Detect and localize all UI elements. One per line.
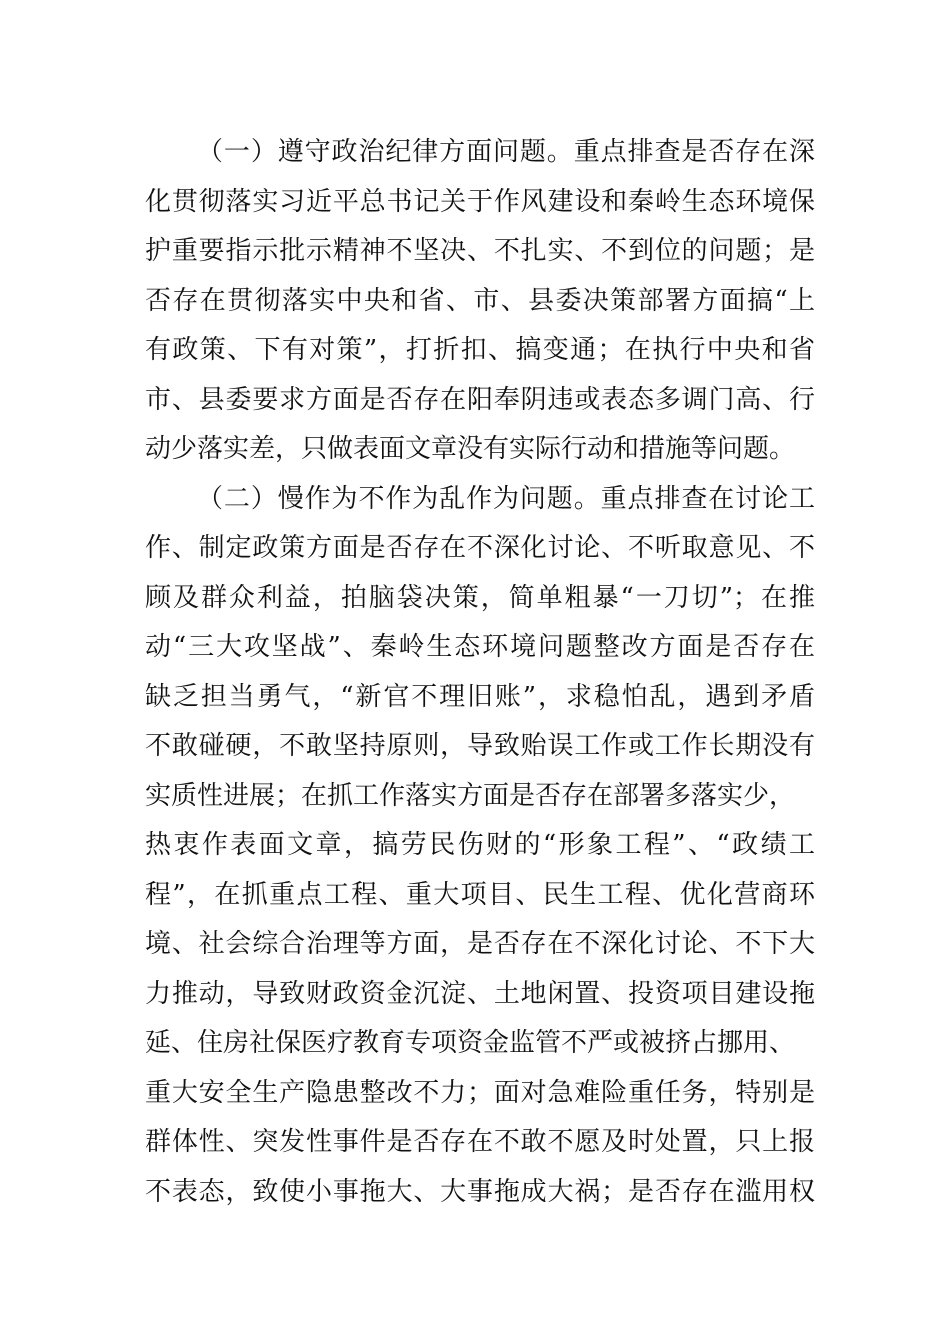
paragraph-line: 群体性、突发性事件是否存在不敢不愿及时处置，只上报	[145, 1127, 815, 1157]
paragraph-line: 实质性进展；在抓工作落实方面是否存在部署多落实少，	[145, 780, 796, 811]
paragraph-line: 顾及群众利益，拍脑袋决策，简单粗暴“一刀切”；在推	[145, 582, 815, 613]
paragraph-line: 作、制定政策方面是否存在不深化讨论、不听取意见、不	[145, 533, 815, 563]
paragraph-line: （二）慢作为不作为乱作为问题。重点排查在讨论工	[197, 483, 815, 514]
paragraph-line: 力推动，导致财政资金沉淀、土地闲置、投资项目建设拖	[145, 978, 815, 1009]
paragraph-line: 热衷作表面文章，搞劳民伤财的“形象工程”、“政绩工	[145, 830, 815, 860]
document-body	[145, 128, 815, 1217]
paragraph-line: 延、住房社保医疗教育专项资金监管不严或被挤占挪用、	[145, 1028, 796, 1058]
paragraph-line: 市、县委要求方面是否存在阳奉阴违或表态多调门高、行	[145, 384, 815, 415]
paragraph-1	[145, 128, 815, 475]
paragraph-line: 不敢碰硬，不敢坚持原则，导致贻误工作或工作长期没有	[145, 731, 815, 761]
paragraph-line: 化贯彻落实习近平总书记关于作风建设和秦岭生态环境保	[145, 186, 815, 217]
paragraph-line: 境、社会综合治理等方面，是否存在不深化讨论、不下大	[145, 929, 815, 959]
paragraph-line: 动“三大攻坚战”、秦岭生态环境问题整改方面是否存在	[145, 632, 815, 662]
paragraph-line: 不表态，致使小事拖大、大事拖成大祸；是否存在滥用权	[145, 1176, 815, 1207]
paragraph-2	[145, 475, 815, 1218]
paragraph-line: 程”，在抓重点工程、重大项目、民生工程、优化营商环	[145, 879, 815, 910]
paragraph-line: 护重要指示批示精神不坚决、不扎实、不到位的问题；是	[145, 236, 815, 266]
paragraph-line: 重大安全生产隐患整改不力；面对急难险重任务，特别是	[145, 1077, 815, 1108]
paragraph-line: 缺乏担当勇气，“新官不理旧账”，求稳怕乱，遇到矛盾	[145, 681, 815, 712]
paragraph-line: 动少落实差，只做表面文章没有实际行动和措施等问题。	[145, 434, 796, 464]
paragraph-line: 有政策、下有对策”，打折扣、搞变通；在执行中央和省	[145, 335, 815, 365]
paragraph-line: （一）遵守政治纪律方面问题。重点排查是否存在深	[197, 137, 815, 167]
paragraph-line: 否存在贯彻落实中央和省、市、县委决策部署方面搞“上	[145, 285, 815, 316]
